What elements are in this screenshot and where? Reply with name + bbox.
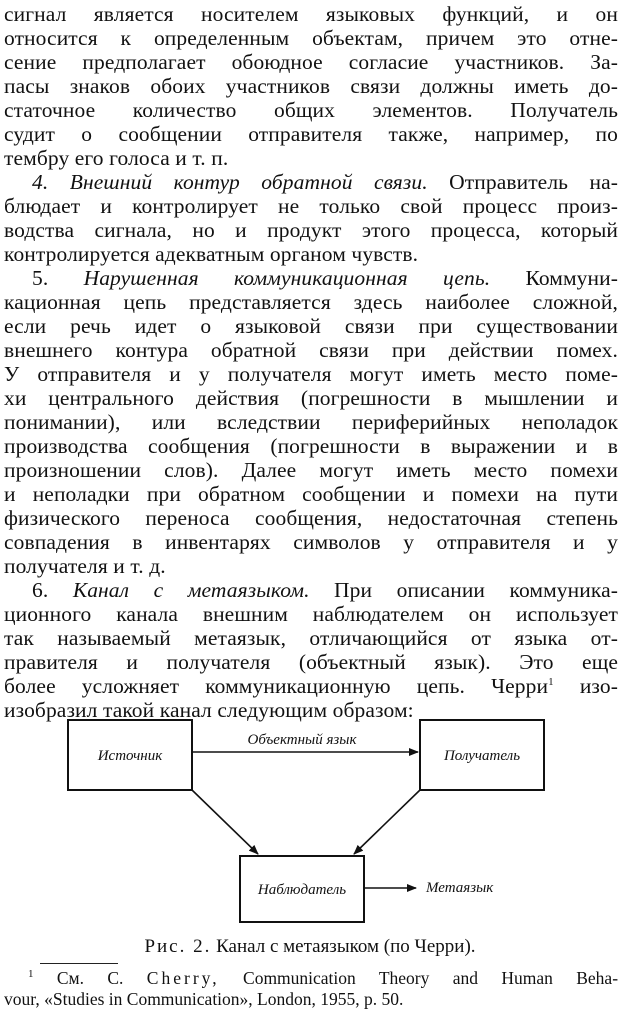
p3-first-line bbox=[32, 266, 618, 290]
p4-line-5-text: более усложняет коммуникационную цепь. Черри bbox=[4, 674, 549, 698]
p1-line-1: сигнал является носителем языковых функций, и он bbox=[4, 2, 618, 26]
observer-label: Наблюдатель bbox=[257, 882, 347, 898]
p4-line-4: правителя и получателя (объектный язык). Это еще bbox=[4, 650, 618, 674]
figure-caption-prefix: Рис. 2. bbox=[144, 936, 212, 957]
footnote-line-2: vour, «Studies in Communication», London, 1955, p. 50. bbox=[4, 989, 404, 1009]
metalanguage-label: Метаязык bbox=[426, 880, 494, 896]
receiver-label: Получатель bbox=[443, 748, 521, 764]
p3-line-10: и неполадки при обратном сообщении и помехи на пути bbox=[4, 482, 618, 506]
figure-caption bbox=[0, 936, 620, 958]
p3-first-rest: Коммуни- bbox=[525, 266, 618, 290]
p2-title: Внешний контур обратной связи. bbox=[69, 170, 428, 194]
p1-line-3: сение предполагает обоюдное согласие участников. За- bbox=[4, 50, 618, 74]
source-to-observer-arrow bbox=[192, 790, 258, 854]
p3-line-4: внешнего контура обратной связи при действии помех. bbox=[4, 338, 618, 362]
p2-line-4: контролируется адекватным органом чувств. bbox=[4, 242, 419, 266]
p4-first-rest: При описании коммуника- bbox=[334, 578, 618, 602]
p2-first-line bbox=[32, 170, 618, 194]
p1-line-4: пасы знаков обоих участников связи должны иметь до- bbox=[4, 74, 618, 98]
source-label: Источник bbox=[97, 748, 163, 764]
p1-line-5: статочное количество общих элементов. Получатель bbox=[4, 98, 618, 122]
p3-line-3: если речь идет о языковой связи при существовании bbox=[4, 314, 618, 338]
footnote-author: Cherry, bbox=[146, 968, 220, 988]
p4-line-5 bbox=[4, 674, 618, 698]
channel-diagram bbox=[0, 706, 620, 936]
p4-line-5-after: изо- bbox=[579, 674, 618, 698]
footnote-line-1-rest: Communication Theory and Human Beha- bbox=[243, 968, 619, 988]
receiver-to-observer-arrow bbox=[354, 790, 420, 854]
p4-title: Канал с метаязыком. bbox=[72, 578, 310, 602]
figure-caption-text: Канал с метаязыком (по Черри). bbox=[216, 936, 476, 957]
p3-line-5: У отправителя и у получателя могут иметь место поме- bbox=[4, 362, 618, 386]
p4-line-3: так называемый метаязык, отличающийся от языка от- bbox=[4, 626, 618, 650]
footnote-rule bbox=[40, 963, 118, 964]
p3-line-2: кационная цепь представляется здесь наиболее сложной, bbox=[4, 290, 618, 314]
p4-first-line bbox=[32, 578, 618, 602]
footnote-line-1 bbox=[28, 968, 618, 989]
p2-line-2: блюдает и контролирует не только свой процесс произ- bbox=[4, 194, 618, 218]
p3-line-11: физического переноса сообщения, недостаточная степень bbox=[4, 506, 618, 530]
footnote-mark: 1 bbox=[28, 968, 34, 981]
p3-line-12: совпадения в инвентарях символов у отправителя и у bbox=[4, 530, 618, 554]
p3-line-6: хи центрального действия (погрешности в мышлении и bbox=[4, 386, 618, 410]
p1-line-2: относится к определенным объектам, причем это отне- bbox=[4, 26, 618, 50]
p3-line-9: произношении слов). Далее могут иметь место помехи bbox=[4, 458, 618, 482]
p3-title: Нарушенная коммуникационная цепь. bbox=[83, 266, 491, 290]
footnote-ref-mark: 1 bbox=[548, 675, 554, 688]
p1-line-7: тембру его голоса и т. п. bbox=[4, 146, 229, 170]
p2-number: 4. bbox=[32, 170, 49, 194]
p2-line-3: водства сигнала, но и продукт этого процесса, который bbox=[4, 218, 618, 242]
p3-line-7: понимании), или вследствии периферийных неполадок bbox=[4, 410, 618, 434]
object-language-label: Объектный язык bbox=[247, 732, 357, 748]
p1-line-6: судит о сообщении отправителя также, например, по bbox=[4, 122, 618, 146]
p3-line-13: получателя и т. д. bbox=[4, 554, 166, 578]
p4-line-6: изобразил такой канал следующим образом: bbox=[4, 698, 414, 722]
p4-number: 6. bbox=[32, 578, 49, 602]
p3-number: 5. bbox=[32, 266, 49, 290]
p2-first-rest: Отправитель на- bbox=[449, 170, 618, 194]
footnote-prefix: См. C. bbox=[56, 968, 124, 988]
p3-line-8: производства сообщения (погрешности в выражении и в bbox=[4, 434, 618, 458]
p4-line-2: ционного канала внешним наблюдателем он использует bbox=[4, 602, 618, 626]
